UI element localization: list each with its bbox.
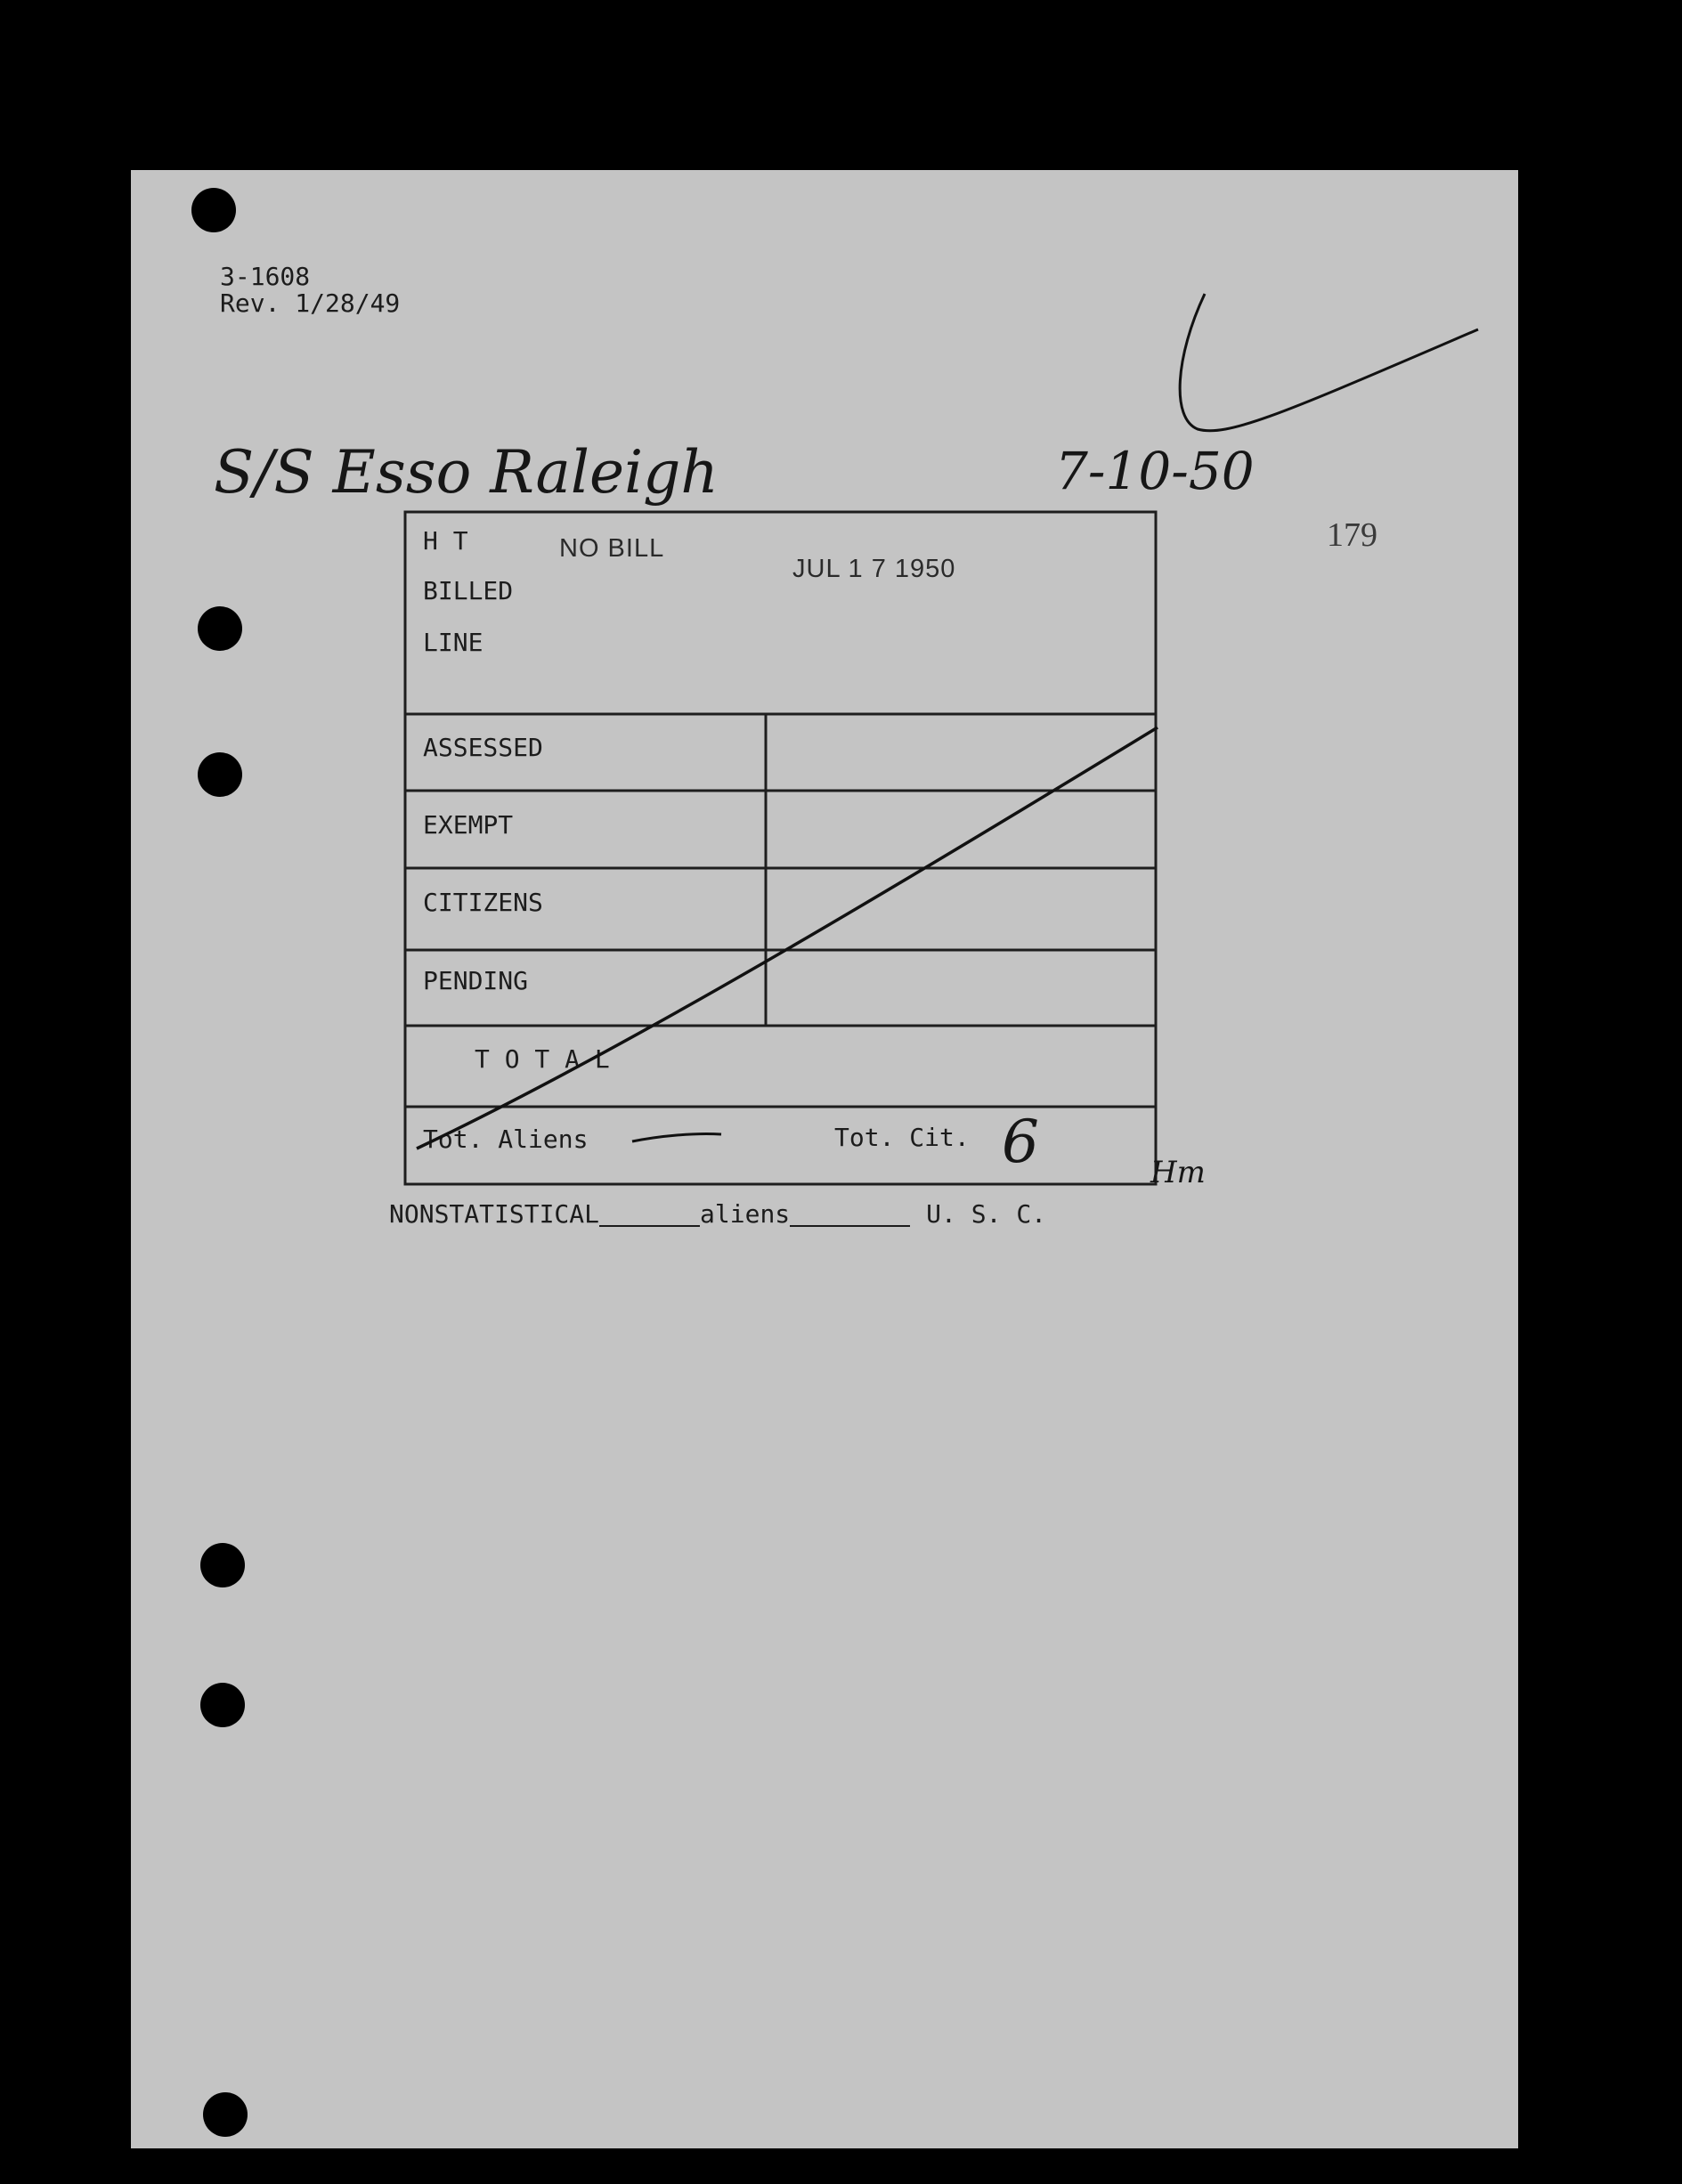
- form-number: 3-1608: [220, 262, 311, 291]
- initials: Hm: [1150, 1155, 1206, 1190]
- tot-aliens-label: Tot. Aliens: [423, 1124, 589, 1154]
- table-header-line: LINE: [423, 628, 483, 657]
- form-revision: Rev. 1/28/49: [220, 288, 401, 318]
- row-label-citizens: CITIZENS: [423, 888, 543, 917]
- row-label-exempt: EXEMPT: [423, 810, 514, 840]
- page-number: 179: [1327, 516, 1377, 554]
- tot-aliens-dash: [632, 1133, 721, 1141]
- table-header-billed: BILLED: [423, 576, 514, 605]
- vessel-name: S/S Esso Raleigh: [214, 438, 719, 507]
- diagonal-strike-line: [417, 727, 1158, 1152]
- checkmark: [1180, 294, 1478, 431]
- row-label-pending: PENDING: [423, 966, 529, 995]
- aliens-label: aliens: [700, 1199, 791, 1229]
- total-label: T O T A L: [475, 1044, 610, 1074]
- table-header-ht: H T: [423, 526, 468, 556]
- date-stamp: JUL 1 7 1950: [792, 555, 956, 583]
- row-label-assessed: ASSESSED: [423, 733, 543, 762]
- tot-cit-value: 6: [1002, 1108, 1039, 1176]
- usc-label: U. S. C.: [926, 1199, 1047, 1229]
- tot-cit-label: Tot. Cit.: [834, 1123, 970, 1152]
- no-bill-stamp: NO BILL: [559, 534, 665, 563]
- handwritten-date: 7-10-50: [1055, 441, 1255, 501]
- nonstatistical-label: NONSTATISTICAL: [389, 1199, 600, 1229]
